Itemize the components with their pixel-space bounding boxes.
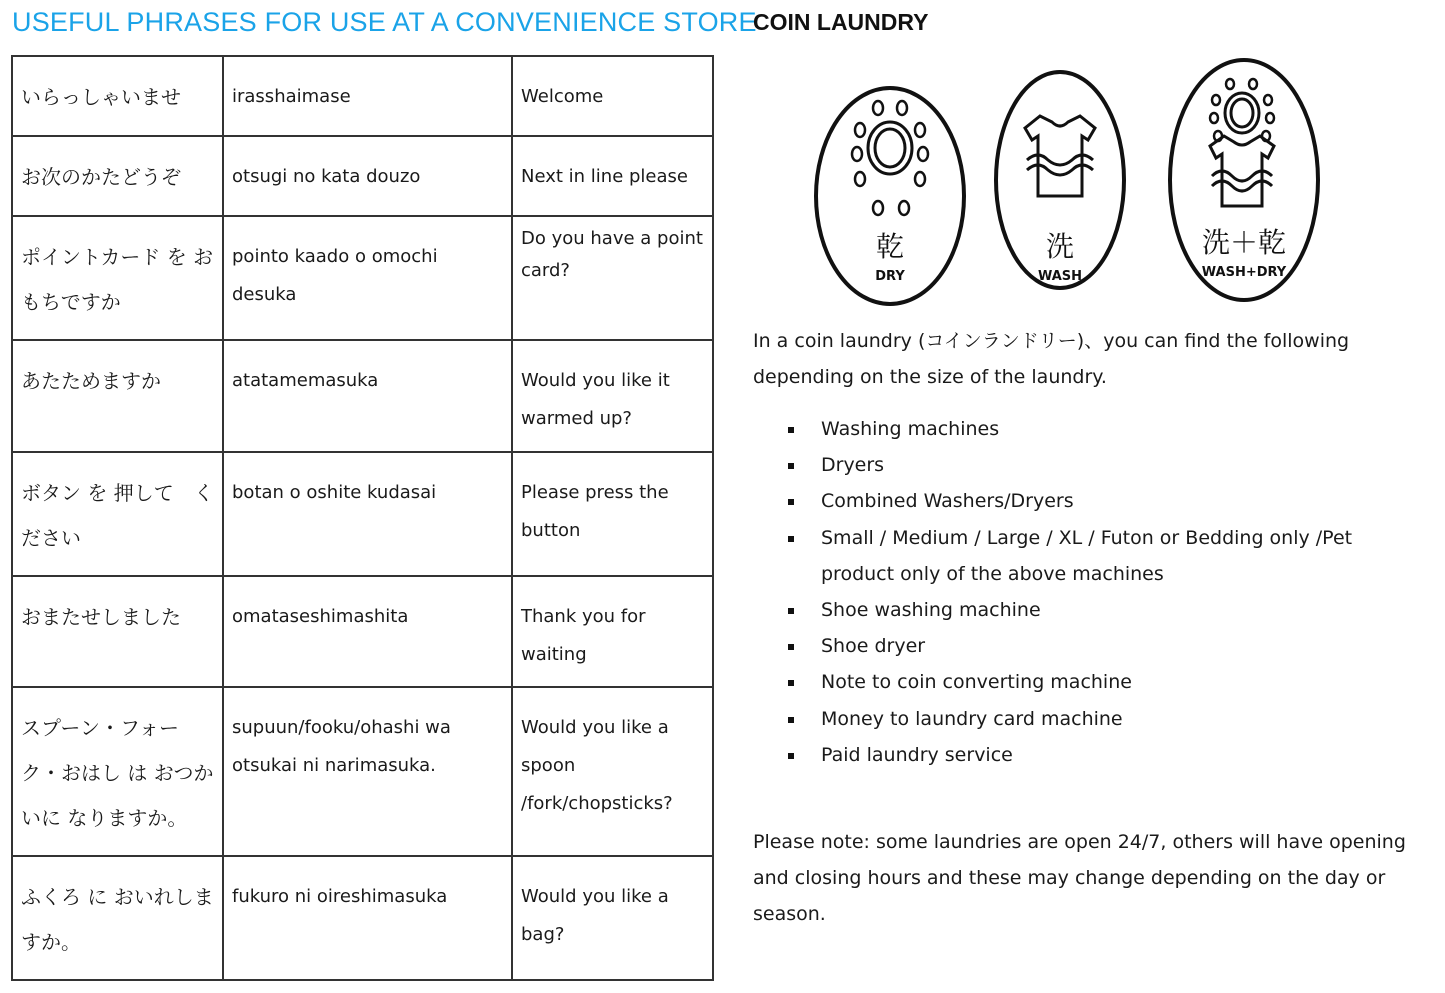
romaji-phrase: irasshaimase xyxy=(223,56,512,136)
list-item xyxy=(785,520,1425,592)
wash-caption: WASH xyxy=(1037,269,1083,284)
laundry-symbols xyxy=(812,56,1424,308)
romaji-phrase: fukuro ni oireshimasuka xyxy=(223,856,512,980)
table-row xyxy=(12,452,713,576)
japanese-phrase: おまたせしました xyxy=(12,576,223,687)
list-item-text: Combined Washers/Dryers xyxy=(821,490,1074,513)
japanese-phrase: お次のかたどうぞ xyxy=(12,136,223,216)
washer-dryer-symbol-icon xyxy=(1170,60,1318,300)
japanese-phrase: ふくろ に おいれしますか。 xyxy=(12,856,223,980)
coin-laundry-title: COIN LAUNDRY xyxy=(753,9,929,35)
romaji-phrase: otsugi no kata douzo xyxy=(223,136,512,216)
list-item xyxy=(785,411,1425,447)
bullet-icon xyxy=(788,427,794,433)
table-row xyxy=(12,216,713,340)
romaji-phrase: pointo kaado o omochi desuka xyxy=(223,216,512,340)
list-item xyxy=(785,737,1425,773)
list-item xyxy=(785,701,1425,737)
bullet-icon xyxy=(788,680,794,686)
table-row xyxy=(12,56,713,136)
bullet-icon xyxy=(788,499,794,505)
list-item-text: Shoe washing machine xyxy=(821,599,1041,622)
list-item-text: Paid laundry service xyxy=(821,743,1013,766)
wash-symbol-label: 洗 xyxy=(1045,230,1075,263)
list-item-text: Money to laundry card machine xyxy=(821,707,1123,730)
phrases-title: USEFUL PHRASES FOR USE AT A CONVENIENCE STORE xyxy=(12,7,757,37)
table-row xyxy=(12,856,713,980)
table-row xyxy=(12,576,713,687)
list-item-text: Dryers xyxy=(821,454,885,477)
intro-paragraph: In a coin laundry (コインランドリー)、you can find the following depending on the size of the laundry. xyxy=(753,330,1350,388)
romaji-phrase: botan o oshite kudasai xyxy=(223,452,512,576)
romaji-phrase: supuun/fooku/ohashi wa otsukai ni narimasuka. xyxy=(223,687,512,856)
list-item xyxy=(785,483,1425,519)
table-row xyxy=(12,136,713,216)
english-phrase: Would you like a spoon /fork/chopsticks? xyxy=(512,687,713,856)
english-phrase: Next in line please xyxy=(512,136,713,216)
romaji-phrase: atatamemasuka xyxy=(223,340,512,452)
english-phrase: Please press the button xyxy=(512,452,713,576)
table-row xyxy=(12,687,713,856)
japanese-phrase: ボタン を 押して ください xyxy=(12,452,223,576)
list-item xyxy=(785,628,1425,664)
bullet-icon xyxy=(788,717,794,723)
wash-dry-symbol-label: 洗＋乾 xyxy=(1201,226,1287,259)
romaji-phrase: omataseshimashita xyxy=(223,576,512,687)
bullet-icon xyxy=(788,536,794,542)
bullet-icon xyxy=(788,644,794,650)
features-list xyxy=(785,411,1425,773)
japanese-phrase: ポイントカード を おもちですか xyxy=(12,216,223,340)
list-item-text: Note to coin converting machine xyxy=(821,671,1132,694)
dry-symbol-label: 乾 xyxy=(875,230,905,263)
english-phrase: Welcome xyxy=(512,56,713,136)
bullet-icon xyxy=(788,463,794,469)
note-paragraph: Please note: some laundries are open 24/7, others will have opening and closing hours and these may change depending on the day or season. xyxy=(753,831,1406,925)
bullet-icon xyxy=(788,753,794,759)
bullet-icon xyxy=(788,608,794,614)
list-item xyxy=(785,664,1425,700)
list-item xyxy=(785,447,1425,483)
japanese-phrase: あたためますか xyxy=(12,340,223,452)
table-row xyxy=(12,340,713,452)
english-phrase: Thank you for waiting xyxy=(512,576,713,687)
list-item xyxy=(785,592,1425,628)
list-item-text: Small / Medium / Large / XL / Futon or Bedding only /Pet product only of the above machines xyxy=(821,526,1353,585)
list-item-text: Shoe dryer xyxy=(821,635,926,658)
english-phrase: Would you like a bag? xyxy=(512,856,713,980)
japanese-phrase: いらっしゃいませ xyxy=(12,56,223,136)
english-phrase: Would you like it warmed up? xyxy=(512,340,713,452)
wash-dry-caption: WASH+DRY xyxy=(1201,265,1287,280)
japanese-phrase: スプーン・フォーク・おはし は おつかいに なりますか。 xyxy=(12,687,223,856)
dry-caption: DRY xyxy=(875,269,905,284)
english-phrase: Do you have a point card? xyxy=(512,216,713,340)
list-item-text: Washing machines xyxy=(821,418,1000,440)
phrases-table xyxy=(11,55,714,981)
